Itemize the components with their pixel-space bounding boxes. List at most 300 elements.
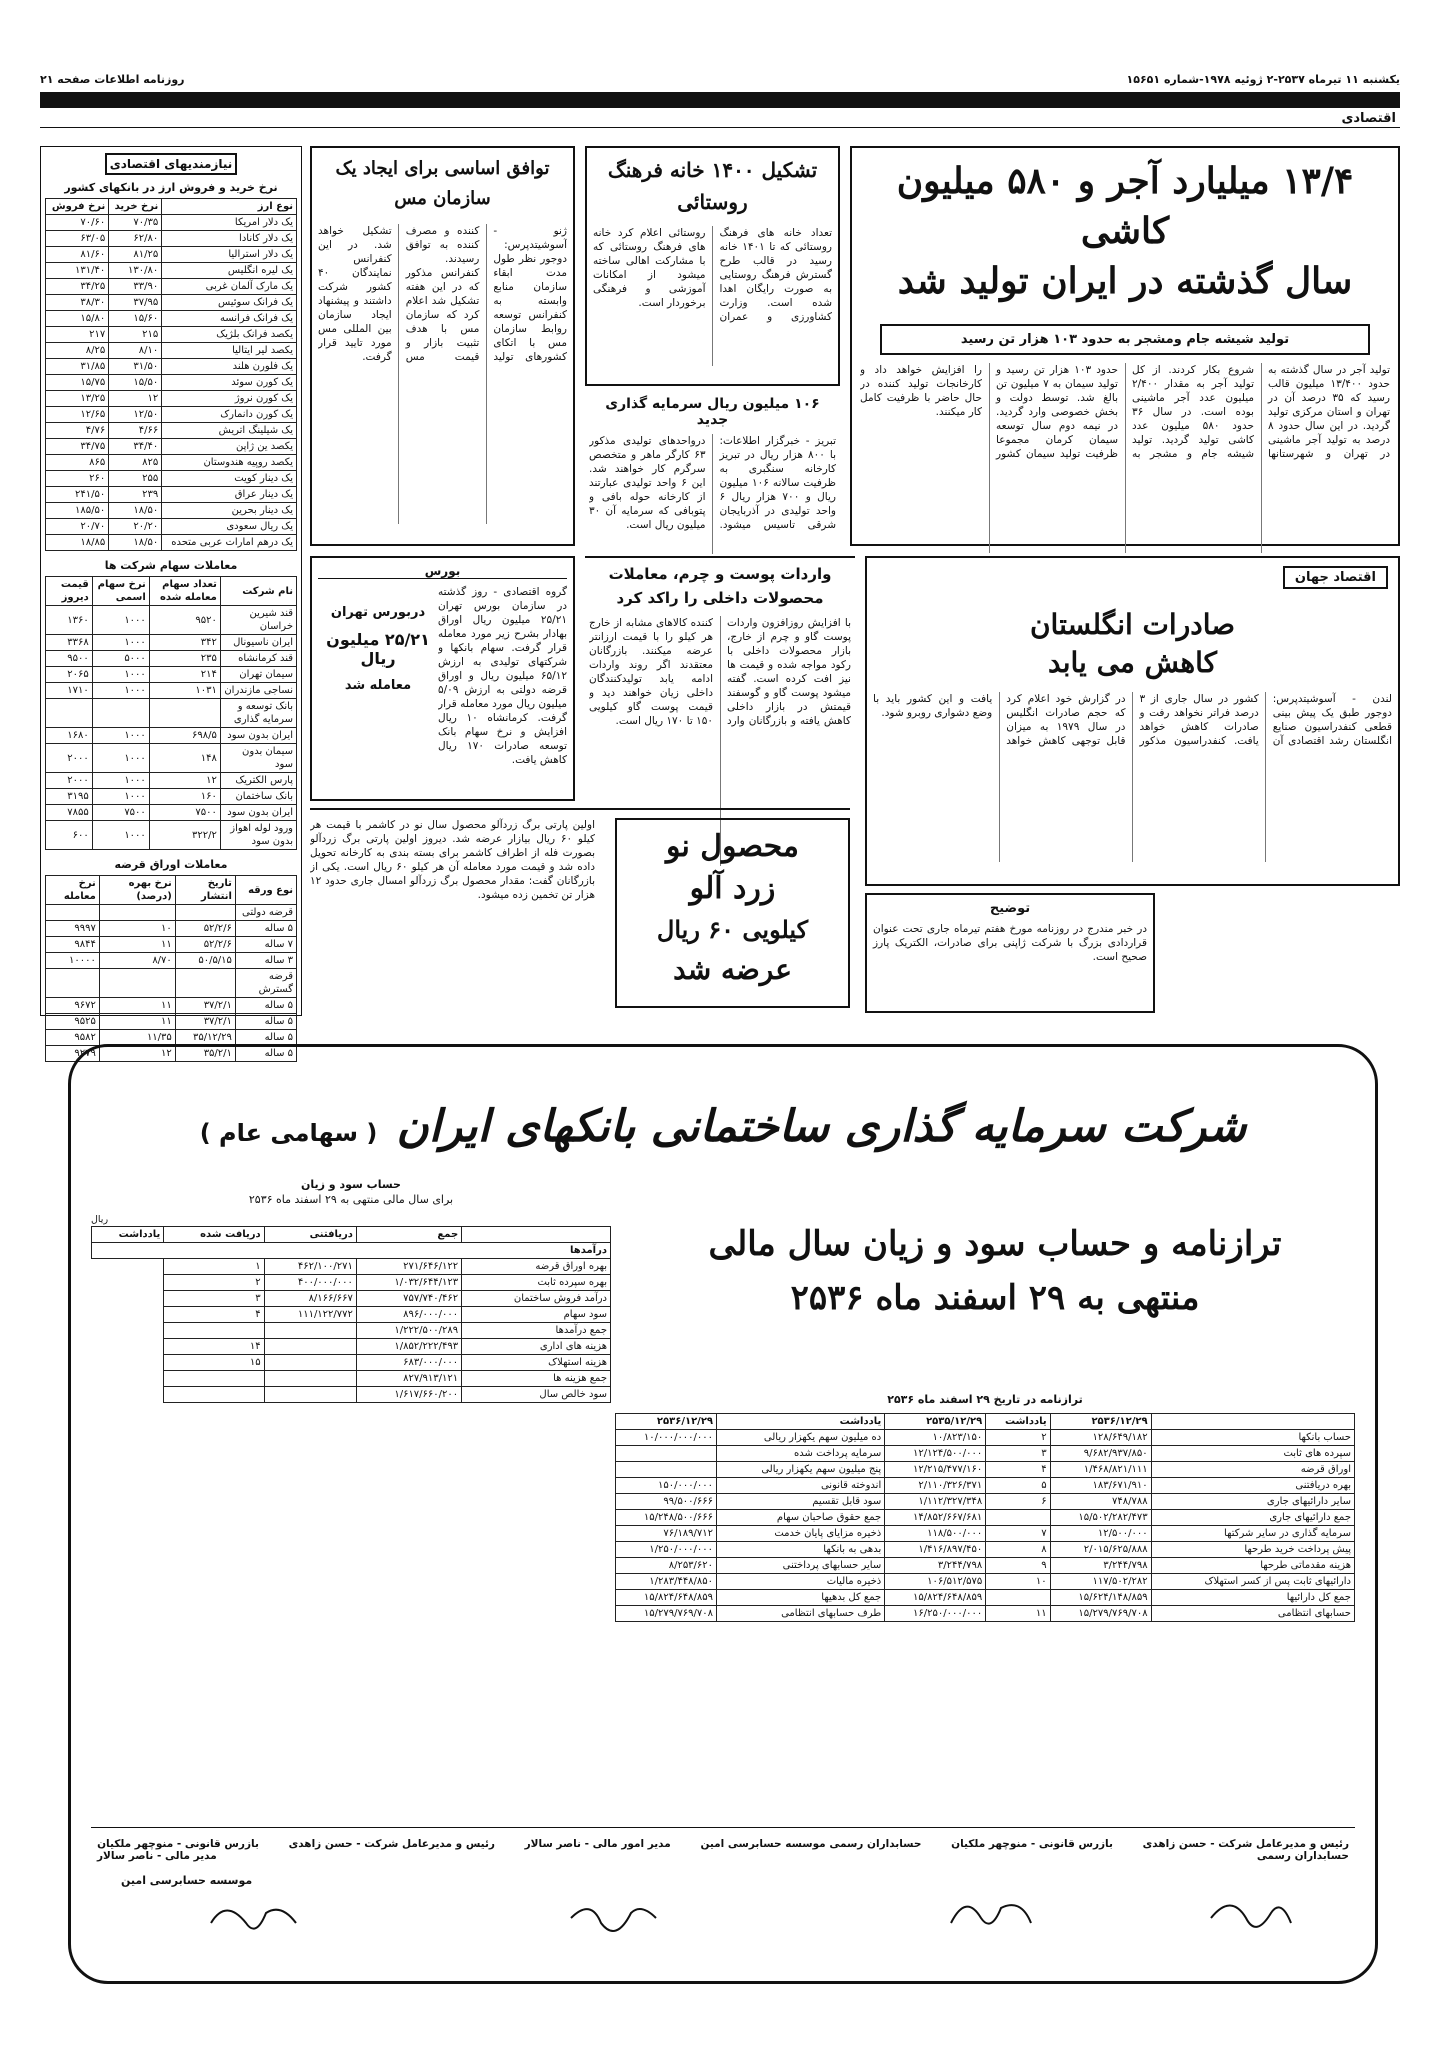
stocks-cell-0: ورود لوله اهواز بدون سود <box>220 821 296 850</box>
signatory-name: بازرس قانونی - منوچهر ملکیان <box>97 1838 259 1850</box>
bs-cell-4: جمع حقوق صاحبان سهام <box>717 1510 885 1526</box>
copper-headline: توافق اساسی برای ایجاد یک سازمان مس <box>335 158 550 209</box>
fx-cell-0: یک کورن سوئد <box>162 375 297 391</box>
pl-cell-2: ۴۰۰/۰۰۰/۰۰۰ <box>264 1275 356 1291</box>
bs-row <box>616 1494 1355 1510</box>
pl-cell-1: ۱/۸۵۲/۲۲۲/۴۹۳ <box>356 1339 461 1355</box>
bs-cell-5 <box>616 1446 717 1462</box>
fx-row <box>46 231 297 247</box>
stocks-cell-1: ۳۲۲/۲ <box>149 821 220 850</box>
stocks-row <box>46 667 297 683</box>
fx-row <box>46 343 297 359</box>
bonds-cell-2 <box>99 905 175 921</box>
stocks-cell-0: ایران بدون سود <box>220 805 296 821</box>
stocks-header-3: قیمت دیروز <box>46 577 93 606</box>
fx-cell-1: ۲۱۵ <box>109 327 162 343</box>
bonds-cell-1 <box>175 969 235 998</box>
england-headline-2: کاهش می یابد <box>1048 646 1217 679</box>
stocks-cell-1 <box>149 699 220 728</box>
fx-cell-2: ۲۶۰ <box>46 471 109 487</box>
bs-header-1: ۲۵۳۶/۱۲/۲۹ <box>1050 1414 1151 1430</box>
pl-cell-1: ۸۲۷/۹۱۳/۱۲۱ <box>356 1371 461 1387</box>
stocks-cell-2: ۱۰۰۰ <box>92 635 149 651</box>
fx-cell-1: ۳۱/۵۰ <box>109 359 162 375</box>
apricot-body: اولین پارتی برگ زردآلو محصول سال نو در کاشمر با قیمت هر کیلو ۶۰ ریال بیازار عرضه شد. دیروز اولین پارتی برگ زردآلو بصورت فله از اطراف کاشمر برای بسته بندی به کارخانه تحویل داده شد و قیمت مورد معامله آن هر کیلو ۶۰ ریال است. یکی از بازرگانان گفت: مقدار محصول برگ زردآلو امسال جاری حدود ۱۲ هزار تن تخمین زده میشود. <box>310 819 595 901</box>
bs-cell-3: ۲/۱۱۰/۳۲۶/۳۷۱ <box>885 1478 986 1494</box>
lead-body: تولید آجر در سال گذشته به حدود ۱۳/۴۰۰ میلیون قالب رسید که ۳۵ درصد آن در تهران و استان مرکزی تولید گردید. در این سال حدود ۸ درصد به تولید آجر ماشینی در تهران و شهرستانها شروع بکار کردند. از کل تولید آجر به مقدار ۲/۴۰۰ میلیون عدد آجر ماشینی بوده است. در سال ۳۶ حدود ۵۸۰ میلیون عدد کاشی تولید گردید. تولید شیشه جام و مشجر به حدود ۱۰۳ هزار تن رسید و تولید سیمان به ۷ میلیون تن بالغ شد. توسط دولت و بخش خصوصی وارد گردید. در نیمه دوم سال توسعه سیمان کرمان مجموعا ظرفیت تولید سیمان کشور را افزایش خواهد داد و کارخانجات تولید کننده در حال حاضر با ظرفیت کامل کار میکنند. <box>860 364 1390 460</box>
bs-cell-3: ۱۲/۱۲۴/۵۰۰/۰۰۰ <box>885 1446 986 1462</box>
bonds-cell-0: ۷ ساله <box>235 937 296 953</box>
stocks-cell-0: قند شیرین خراسان <box>220 606 296 635</box>
pl-cell-1: ۱/۶۱۷/۶۶۰/۲۰۰ <box>356 1387 461 1403</box>
bonds-cell-2: ۱۱ <box>99 937 175 953</box>
bs-cell-1: ۱۵/۲۷۹/۷۶۹/۷۰۸ <box>1050 1606 1151 1622</box>
bs-cell-4: بدهی به بانکها <box>717 1542 885 1558</box>
stocks-header-2: نرخ سهام اسمی <box>92 577 149 606</box>
pl-cell-0: سود خالص سال <box>462 1387 611 1403</box>
bs-cell-5: ۱۵/۸۲۴/۶۴۸/۸۵۹ <box>616 1590 717 1606</box>
fx-cell-1: ۱۲ <box>109 391 162 407</box>
fx-cell-0: یک کورن نروژ <box>162 391 297 407</box>
bs-cell-2: ۹ <box>986 1558 1050 1574</box>
lead-story <box>850 146 1400 546</box>
fx-cell-2: ۲۰/۷۰ <box>46 519 109 535</box>
pl-header-4: یادداشت <box>92 1227 164 1243</box>
rural-body: تعداد خانه های فرهنگ روستائی که تا ۱۴۰۱ خانه رسید در قالب طرح گسترش فرهنگ روستایی به صورت رایگان اهدا شده است. وزارت کشاورزی و عمران روستائی اعلام کرد خانه های فرهنگ روستائی که با مشارکت اهالی ساخته میشود از امکانات آموزشی و فرهنگی برخوردار است. <box>593 227 832 323</box>
fx-cell-1: ۱۸/۵۰ <box>109 503 162 519</box>
fx-cell-0: یکصد لیر ایتالیا <box>162 343 297 359</box>
bonds-cell-3 <box>46 905 100 921</box>
fx-cell-2: ۲۴۱/۵۰ <box>46 487 109 503</box>
stocks-row <box>46 789 297 805</box>
fx-cell-0: یکصد فرانک بلژیک <box>162 327 297 343</box>
pl-row <box>92 1307 611 1323</box>
fx-cell-2: ۱۲/۶۵ <box>46 407 109 423</box>
stocks-cell-2: ۱۰۰۰ <box>92 789 149 805</box>
copper-body: ژنو - آسوشیتدپرس: دوجور نظر طول مدت ابقاء سازمان منابع وابسته به کنفرانس توسعه روابط سازمان مس با اتکای کشورهای تولید کننده و مصرف کننده به توافق رسیدند. کنفرانس مذکور که در این هفته تشکیل شد اعلام کرد که سازمان مس با هدف تثبیت بازار و قیمت مس تشکیل خواهد شد. در این کنفرانس نمایندگان ۴۰ کشور شرکت داشتند و پیشنهاد ایجاد سازمان بین المللی مس مورد تایید قرار گرفت. <box>318 225 567 363</box>
fx-row <box>46 215 297 231</box>
bonds-cell-1: ۳۷/۲/۱ <box>175 998 235 1014</box>
bourse-body: گروه اقتصادی - روز گذشته در سازمان بورس تهران ۲۵/۲۱ میلیون ریال اوراق بهادار بشرح زیر مورد معامله قرار گرفت. سهام بانکها و شرکتهای تولیدی به ارزش ۶۵/۱۲ میلیون ریال و اوراق قرضه دولتی به ارزش ۵/۰۹ میلیون ریال مورد معامله قرار گرفت. کرمانشاه ۱۰ ریال افزایش و نرخ سهام بانک توسعه صادرات ۱۷۰ ریال کاهش یافت. <box>438 586 567 766</box>
bs-cell-1: ۱/۴۶۸/۸۲۱/۱۱۱ <box>1050 1462 1151 1478</box>
bonds-cell-0: ۵ ساله <box>235 998 296 1014</box>
fx-cell-1: ۸۱/۲۵ <box>109 247 162 263</box>
fx-cell-2: ۳۴/۲۵ <box>46 279 109 295</box>
bonds-title: معاملات اوراق قرضه <box>114 858 228 871</box>
stocks-cell-3: ۳۳۶۸ <box>46 635 93 651</box>
bonds-cell-1: ۵۲/۲/۶ <box>175 937 235 953</box>
fx-cell-2: ۸/۲۵ <box>46 343 109 359</box>
bs-row <box>616 1478 1355 1494</box>
fx-row <box>46 423 297 439</box>
stocks-cell-2: ۱۰۰۰ <box>92 744 149 773</box>
fx-row <box>46 295 297 311</box>
bs-cell-5: ۱۵/۲۴۸/۵۰۰/۶۶۶ <box>616 1510 717 1526</box>
stocks-cell-3: ۲۰۰۰ <box>46 773 93 789</box>
signatory-list <box>91 1828 1355 1862</box>
signature-1 <box>1211 1906 1291 1927</box>
stocks-cell-1: ۱۴۸ <box>149 744 220 773</box>
bs-cell-1: ۲/۰۱۵/۶۲۵/۸۸۸ <box>1050 1542 1151 1558</box>
stocks-cell-3: ۹۵۰۰ <box>46 651 93 667</box>
correction-box <box>865 893 1155 1013</box>
bs-cell-0: هزینه مقدماتی طرحها <box>1151 1558 1354 1574</box>
ad-main-title-2: منتهی به ۲۹ اسفند ماه ۲۵۳۶ <box>790 1278 1200 1318</box>
england-story <box>865 556 1400 886</box>
stocks-cell-1: ۱۲ <box>149 773 220 789</box>
fx-cell-1: ۱۵/۶۰ <box>109 311 162 327</box>
audit-firm: موسسه حسابرسی امین <box>121 1874 253 1887</box>
fx-cell-2: ۱۵/۷۵ <box>46 375 109 391</box>
apricot-story <box>310 808 850 1008</box>
bonds-cell-3: ۹۶۷۲ <box>46 998 100 1014</box>
bourse-story <box>310 556 575 801</box>
bonds-cell-2: ۱۲ <box>99 1046 175 1062</box>
bonds-cell-1: ۳۷/۲/۱ <box>175 1014 235 1030</box>
fx-row <box>46 247 297 263</box>
fx-header-0: نوع ارز <box>162 199 297 215</box>
fx-row <box>46 471 297 487</box>
bs-cell-4: ده میلیون سهم یکهزار ریالی <box>717 1430 885 1446</box>
pl-cell-0: سود سهام <box>462 1307 611 1323</box>
bonds-cell-0: ۵ ساله <box>235 1046 296 1062</box>
fx-cell-1: ۳۴/۴۰ <box>109 439 162 455</box>
fx-cell-0: یک ریال سعودی <box>162 519 297 535</box>
fx-header-1: نرخ خرید <box>109 199 162 215</box>
masthead <box>40 70 1400 128</box>
bs-cell-2: ۲ <box>986 1430 1050 1446</box>
fx-cell-0: یک دلار امریکا <box>162 215 297 231</box>
apricot-headline-2: زرد آلو <box>689 871 776 906</box>
bs-cell-1: ۱۸۳/۶۷۱/۹۱۰ <box>1050 1478 1151 1494</box>
pl-header-0 <box>462 1227 611 1243</box>
stocks-cell-0: سیمان بدون سود <box>220 744 296 773</box>
stocks-cell-3: ۲۰۰۰ <box>46 744 93 773</box>
fx-cell-2: ۳۴/۷۵ <box>46 439 109 455</box>
bs-cell-3: ۱۶/۲۵۰/۰۰۰/۰۰۰ <box>885 1606 986 1622</box>
bs-cell-4: طرف حسابهای انتظامی <box>717 1606 885 1622</box>
fx-cell-0: یک دلار استرالیا <box>162 247 297 263</box>
bs-cell-4: ذخیره مالیات <box>717 1574 885 1590</box>
pl-cell-1: ۱/۰۳۲/۶۴۴/۱۲۳ <box>356 1275 461 1291</box>
bonds-cell-2: ۸/۷۰ <box>99 953 175 969</box>
bonds-cell-0: ۵ ساله <box>235 921 296 937</box>
stocks-cell-3: ۷۸۵۵ <box>46 805 93 821</box>
bs-row <box>616 1574 1355 1590</box>
pl-title: حساب سود و زیان <box>301 1178 401 1191</box>
bs-cell-5: ۱/۲۸۳/۴۴۸/۸۵۰ <box>616 1574 717 1590</box>
hides-body: با افزایش روزافزون واردات پوست گاو و چرم از خارج، بازار محصولات داخلی با رکود مواجه شده و قیمت ها نیز افت کرده است. گفته میشود پوست گاو و گوسفند قیمتش در بازار داخلی کاهش یافته و بازرگانان وارد کننده کالاهای مشابه از خارج هر کیلو را با قیمت ارزانتر عرضه میکنند. بازرگانان معتقدند اگر روند واردات ادامه یابد تولیدکنندگان داخلی زیان خواهند دید و قیمت پوست گاو کیلویی ۱۵۰ تا ۱۷۰ ریال است. <box>589 617 851 727</box>
pl-cell-0: بهره اوراق قرضه <box>462 1259 611 1275</box>
fx-cell-2: ۱۸۵/۵۰ <box>46 503 109 519</box>
bonds-cell-0: قرضه گسترش <box>235 969 296 998</box>
bs-cell-0: جمع دارائیهای جاری <box>1151 1510 1354 1526</box>
bonds-cell-2: ۱۱ <box>99 1014 175 1030</box>
apricot-headline-1: محصول نو <box>665 829 800 864</box>
date-line: یکشنبه ۱۱ تیرماه ۲۵۳۷-۲ ژوئیه ۱۹۷۸-شماره ۱۵۶۵۱ <box>1126 73 1400 86</box>
bs-cell-5: ۹۹/۵۰۰/۶۶۶ <box>616 1494 717 1510</box>
pl-period: برای سال مالی منتهی به ۲۹ اسفند ماه ۲۵۳۶ <box>248 1193 454 1206</box>
signatory-name: بازرس قانونی - منوچهر ملکیان <box>951 1838 1113 1850</box>
stocks-row <box>46 821 297 850</box>
fx-cell-2: ۷۰/۶۰ <box>46 215 109 231</box>
pl-cell-1: ۶۸۳/۰۰۰/۰۰۰ <box>356 1355 461 1371</box>
bourse-box-line-3: معامله شد <box>344 678 412 693</box>
needs-title: نیازمندیهای اقتصادی <box>105 153 237 175</box>
pl-cell-3: ۱۵ <box>164 1355 264 1371</box>
fx-cell-2: ۸۶۵ <box>46 455 109 471</box>
fx-cell-2: ۳۸/۳۰ <box>46 295 109 311</box>
ad-header <box>95 1101 1351 1152</box>
bs-row <box>616 1526 1355 1542</box>
stocks-row <box>46 683 297 699</box>
ad-company-type: ( سهامی عام ) <box>199 1119 378 1147</box>
bs-cell-0: دارائیهای ثابت پس از کسر استهلاک <box>1151 1574 1354 1590</box>
pl-cell-3 <box>164 1323 264 1339</box>
correction-body: در خبر مندرج در روزنامه مورخ هفتم تیرماه جاری تحت عنوان قراردادی بزرگ با شرکت ژاپنی برای صادرات، الکتریک پارز صحیح است. <box>873 923 1147 963</box>
fx-cell-1: ۱۳۰/۸۰ <box>109 263 162 279</box>
pl-income-header: درآمدها <box>92 1243 611 1259</box>
fx-cell-0: یک درهم امارات عربی متحده <box>162 535 297 551</box>
bs-cell-2: ۸ <box>986 1542 1050 1558</box>
bonds-cell-0: قرضه دولتی <box>235 905 296 921</box>
fx-cell-0: یک شیلینگ اتریش <box>162 423 297 439</box>
economic-needs-column <box>40 146 302 1059</box>
fx-cell-1: ۳۳/۹۰ <box>109 279 162 295</box>
bourse-section: بورس <box>318 564 567 579</box>
fx-cell-0: یکصد روپیه هندوستان <box>162 455 297 471</box>
bs-row <box>616 1446 1355 1462</box>
stocks-cell-1: ۲۳۵ <box>149 651 220 667</box>
company-advertisement <box>68 1044 1378 1984</box>
bs-row <box>616 1462 1355 1478</box>
bs-cell-5 <box>616 1462 717 1478</box>
bs-cell-1: ۱۵/۵۰۲/۲۸۲/۴۷۳ <box>1050 1510 1151 1526</box>
bs-cell-4: سرمایه پرداخت شده <box>717 1446 885 1462</box>
fx-title: نرخ خرید و فروش ارز در بانکهای کشور <box>64 181 278 194</box>
bs-cell-1: ۱۲۸/۶۴۹/۱۸۲ <box>1050 1430 1151 1446</box>
fx-cell-0: یک فلورن هلند <box>162 359 297 375</box>
bs-cell-2 <box>986 1590 1050 1606</box>
bs-cell-4: جمع کل بدهیها <box>717 1590 885 1606</box>
bs-cell-0: سرمایه گذاری در سایر شرکتها <box>1151 1526 1354 1542</box>
bourse-box-line-2: ۲۵/۲۱ میلیون ریال <box>326 630 430 668</box>
stocks-cell-3: ۲۰۶۵ <box>46 667 93 683</box>
bs-cell-3: ۱۴/۸۵۲/۶۶۷/۶۸۱ <box>885 1510 986 1526</box>
lead-subhead: تولید شیشه جام ومشجر به حدود ۱۰۳ هزار تن رسید <box>880 324 1370 355</box>
bs-header-2: یادداشت <box>986 1414 1050 1430</box>
fx-row <box>46 503 297 519</box>
bs-cell-3: ۱/۱۱۲/۳۲۷/۳۴۸ <box>885 1494 986 1510</box>
bonds-row <box>46 1014 297 1030</box>
pl-row <box>92 1371 611 1387</box>
pl-cell-1: ۷۵۷/۷۴۰/۴۶۲ <box>356 1291 461 1307</box>
bs-cell-2: ۷ <box>986 1526 1050 1542</box>
stocks-cell-3: ۱۳۶۰ <box>46 606 93 635</box>
pl-currency: ریال <box>91 1214 109 1225</box>
signatory-name: رئیس و مدیرعامل شرکت - حسن زاهدی <box>1142 1838 1349 1850</box>
bs-cell-0: بهره دریافتنی <box>1151 1478 1354 1494</box>
stocks-cell-0: بانک ساختمان <box>220 789 296 805</box>
fx-cell-2: ۱۳/۲۵ <box>46 391 109 407</box>
stocks-header-0: نام شرکت <box>220 577 296 606</box>
england-body: لندن - آسوشیتدپرس: دوجور طبق یک پیش بینی قطعی کنفدراسیون صنایع انگلستان رشد اقتصادی آن کشور در سال جاری از ۳ درصد فراتر نخواهد رفت و صادرات کاهش خواهد یافت. کنفدراسیون مذکور در گزارش خود اعلام کرد که حجم صادرات انگلیس در سال ۱۹۷۹ به میزان قابل توجهی کاهش خواهد یافت و این کشور باید با وضع دشواری روبرو شود. <box>873 693 1392 747</box>
bs-cell-5: ۷۶/۱۸۹/۷۱۲ <box>616 1526 717 1542</box>
ad-company-name: شرکت سرمایه گذاری ساختمانی بانکهای ایران <box>396 1101 1247 1152</box>
fx-row <box>46 535 297 551</box>
stocks-row <box>46 805 297 821</box>
bonds-cell-3 <box>46 969 100 998</box>
pl-cell-0: جمع هزینه ها <box>462 1371 611 1387</box>
bonds-cell-3: ۱۰۰۰۰ <box>46 953 100 969</box>
fx-cell-1: ۲۰/۲۰ <box>109 519 162 535</box>
signature-4 <box>211 1910 296 1929</box>
signatory-name: حسابداران رسمی <box>1256 1850 1349 1862</box>
pl-row <box>92 1355 611 1371</box>
fx-header-2: نرخ فروش <box>46 199 109 215</box>
pl-header-3: دریافت شده <box>164 1227 264 1243</box>
fx-cell-2: ۲۱۷ <box>46 327 109 343</box>
pl-cell-3: ۴ <box>164 1307 264 1323</box>
stocks-cell-2: ۷۵۰۰ <box>92 805 149 821</box>
pl-cell-3: ۱۴ <box>164 1339 264 1355</box>
bonds-table <box>45 875 297 1062</box>
bs-row <box>616 1606 1355 1622</box>
bonds-cell-2: ۱۱/۳۵ <box>99 1030 175 1046</box>
stocks-cell-0: قند کرمانشاه <box>220 651 296 667</box>
stocks-cell-0: پارس الکتریک <box>220 773 296 789</box>
pl-cell-2: ۸/۱۶۶/۶۶۷ <box>264 1291 356 1307</box>
stocks-row <box>46 606 297 635</box>
bs-cell-2: ۴ <box>986 1462 1050 1478</box>
bs-cell-5: ۱۵۰/۰۰۰/۰۰۰ <box>616 1478 717 1494</box>
bs-row <box>616 1542 1355 1558</box>
pl-cell-0: جمع درآمدها <box>462 1323 611 1339</box>
pl-cell-1: ۸۹۶/۰۰۰/۰۰۰ <box>356 1307 461 1323</box>
stocks-cell-0: بانک توسعه و سرمایه گذاری <box>220 699 296 728</box>
bonds-cell-2: ۱۱ <box>99 998 175 1014</box>
fx-row <box>46 327 297 343</box>
bs-cell-2: ۱۱ <box>986 1606 1050 1622</box>
stocks-cell-0: ایران بدون سود <box>220 728 296 744</box>
bs-cell-1: ۷۴۸/۷۸۸ <box>1050 1494 1151 1510</box>
bs-title: ترازنامه در تاریخ ۲۹ اسفند ماه ۲۵۳۶ <box>887 1393 1083 1406</box>
bs-cell-0: جمع کل دارائیها <box>1151 1590 1354 1606</box>
pl-row <box>92 1291 611 1307</box>
bs-cell-2: ۵ <box>986 1478 1050 1494</box>
rural-headline: تشکیل ۱۴۰۰ خانه فرهنگ روستائی <box>607 158 818 214</box>
bs-cell-5: ۸/۲۵۳/۶۲۰ <box>616 1558 717 1574</box>
bonds-row <box>46 969 297 998</box>
fx-cell-2: ۶۳/۰۵ <box>46 231 109 247</box>
bonds-cell-3: ۹۵۲۵ <box>46 1014 100 1030</box>
pl-row <box>92 1387 611 1403</box>
pl-row <box>92 1275 611 1291</box>
bs-header-5: ۲۵۳۶/۱۲/۲۹ <box>616 1414 717 1430</box>
bs-cell-4: سود قابل تقسیم <box>717 1494 885 1510</box>
stocks-table <box>45 576 297 850</box>
england-headline-1: صادرات انگلستان <box>1029 608 1235 641</box>
fx-cell-0: یک مارک آلمان غربی <box>162 279 297 295</box>
fx-cell-1: ۸/۱۰ <box>109 343 162 359</box>
bs-cell-3: ۱۰/۸۲۳/۱۵۰ <box>885 1430 986 1446</box>
bonds-row <box>46 905 297 921</box>
fx-row <box>46 519 297 535</box>
stocks-cell-2 <box>92 699 149 728</box>
fx-cell-1: ۸۲۵ <box>109 455 162 471</box>
stocks-header-1: تعداد سهام معامله شده <box>149 577 220 606</box>
stocks-cell-2: ۱۰۰۰ <box>92 683 149 699</box>
pl-cell-2: ۴۶۲/۱۰۰/۲۷۱ <box>264 1259 356 1275</box>
england-section: اقتصاد جهان <box>1283 566 1388 589</box>
bonds-row <box>46 921 297 937</box>
bs-cell-1: ۱۵/۶۲۴/۱۴۸/۸۵۹ <box>1050 1590 1151 1606</box>
pl-cell-0: هزینه های اداری <box>462 1339 611 1355</box>
bs-cell-5: ۱/۲۵۰/۰۰۰/۰۰۰ <box>616 1542 717 1558</box>
bs-cell-0: سایر دارائیهای جاری <box>1151 1494 1354 1510</box>
stocks-cell-0: سیمان تهران <box>220 667 296 683</box>
stocks-cell-2: ۵۰۰۰ <box>92 651 149 667</box>
bs-row <box>616 1590 1355 1606</box>
section-label: اقتصادی <box>1341 111 1396 126</box>
pl-header-1: جمع <box>356 1227 461 1243</box>
stocks-row <box>46 699 297 728</box>
fx-cell-0: یک دینار بحرین <box>162 503 297 519</box>
bonds-cell-1 <box>175 905 235 921</box>
fx-table <box>45 198 297 551</box>
fx-cell-0: یک دلار کانادا <box>162 231 297 247</box>
fx-cell-0: یک کورن دانمارک <box>162 407 297 423</box>
bs-cell-4: اندوخته قانونی <box>717 1478 885 1494</box>
investment-headline: ۱۰۶ میلیون ریال سرمایه گذاری جدید <box>605 396 820 428</box>
stocks-title: معاملات سهام شرکت ها <box>104 559 238 572</box>
bs-cell-2: ۱۰ <box>986 1574 1050 1590</box>
bonds-header-2: نرخ بهره (درصد) <box>99 876 175 905</box>
stocks-cell-3: ۱۷۱۰ <box>46 683 93 699</box>
fx-cell-2: ۸۱/۶۰ <box>46 247 109 263</box>
fx-row <box>46 455 297 471</box>
pl-cell-2 <box>264 1371 356 1387</box>
stocks-cell-3: ۱۶۸۰ <box>46 728 93 744</box>
stocks-row <box>46 728 297 744</box>
apricot-headline-box <box>615 818 850 1008</box>
bs-cell-5: ۱۵/۲۷۹/۷۶۹/۷۰۸ <box>616 1606 717 1622</box>
stocks-cell-3: ۶۰۰ <box>46 821 93 850</box>
signatory-name: مدیر امور مالی - ناصر سالار <box>524 1838 671 1850</box>
bs-cell-1: ۳/۲۴۴/۷۹۸ <box>1050 1558 1151 1574</box>
pl-row <box>92 1323 611 1339</box>
pl-cell-1: ۱/۲۲۲/۵۰۰/۲۸۹ <box>356 1323 461 1339</box>
fx-cell-0: یک فرانک سوئیس <box>162 295 297 311</box>
bs-cell-4: پنج میلیون سهم یکهزار ریالی <box>717 1462 885 1478</box>
profit-loss-statement <box>91 1177 611 1797</box>
stocks-row <box>46 744 297 773</box>
apricot-headline-3: کیلویی ۶۰ ریال <box>656 915 809 944</box>
pl-row <box>92 1259 611 1275</box>
fx-row <box>46 311 297 327</box>
pl-cell-2: ۱۱۱/۱۲۲/۷۷۲ <box>264 1307 356 1323</box>
stocks-cell-0: نساجی مازندران <box>220 683 296 699</box>
fx-cell-1: ۱۵/۵۰ <box>109 375 162 391</box>
bonds-row <box>46 953 297 969</box>
pl-cell-2 <box>264 1355 356 1371</box>
masthead-rule <box>40 127 1400 128</box>
bonds-cell-3: ۹۸۴۴ <box>46 937 100 953</box>
fx-row <box>46 375 297 391</box>
signature-3 <box>571 1909 656 1931</box>
fx-cell-0: یک دینار کویت <box>162 471 297 487</box>
bs-cell-3: ۱۰۶/۵۱۲/۵۷۵ <box>885 1574 986 1590</box>
